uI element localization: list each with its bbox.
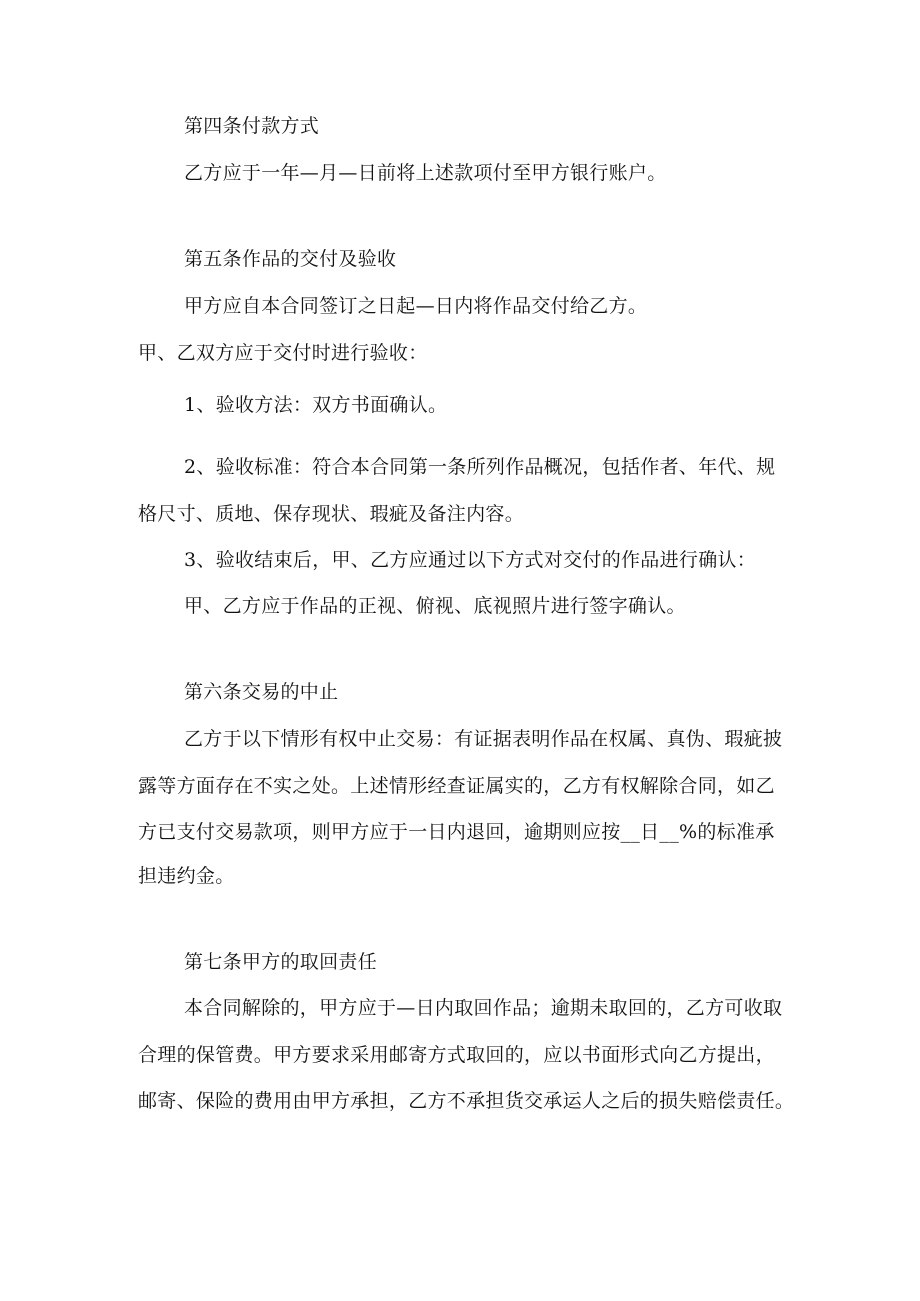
section-5-heading: 第五条作品的交付及验收 bbox=[184, 248, 397, 270]
section-6-line-2: 露等方面存在不实之处。上述情形经查证属实的，乙方有权解除合同，如乙 bbox=[138, 775, 775, 797]
section-6-line-4: 担违约金。 bbox=[138, 865, 235, 887]
section-7-line-1: 本合同解除的，甲方应于—日内取回作品；逾期未取回的，乙方可收取 bbox=[184, 997, 783, 1019]
section-5-line-7: 甲、乙方应于作品的正视、俯视、底视照片进行签字确认。 bbox=[184, 595, 686, 617]
section-4-heading: 第四条付款方式 bbox=[184, 115, 320, 137]
section-7-heading: 第七条甲方的取回责任 bbox=[184, 951, 378, 973]
section-5-line-6: 3、验收结束后，甲、乙方应通过以下方式对交付的作品进行确认： bbox=[184, 549, 757, 571]
section-5-line-3: 1、验收方法：双方书面确认。 bbox=[184, 394, 448, 416]
section-5-line-1: 甲方应自本合同签订之日起—日内将作品交付给乙方。 bbox=[184, 295, 648, 317]
section-4-line-1: 乙方应于一年—月—日前将上述款项付至甲方银行账户。 bbox=[184, 162, 667, 184]
section-6-line-3: 方已支付交易款项，则甲方应于一日内退回，逾期则应按__日__%的标准承 bbox=[138, 821, 775, 843]
section-7-line-3: 邮寄、保险的费用由甲方承担，乙方不承担货交承运人之后的损失赔偿责任。 bbox=[138, 1090, 795, 1112]
section-6-line-1: 乙方于以下情形有权中止交易：有证据表明作品在权属、真伪、瑕疵披 bbox=[184, 728, 783, 750]
section-6-heading: 第六条交易的中止 bbox=[184, 681, 339, 703]
section-5-line-2: 甲、乙双方应于交付时进行验收： bbox=[138, 342, 428, 364]
section-5-line-4: 2、验收标准：符合本合同第一条所列作品概况，包括作者、年代、规 bbox=[184, 456, 776, 478]
section-7-line-2: 合理的保管费。甲方要求采用邮寄方式取回的，应以书面形式向乙方提出， bbox=[138, 1044, 775, 1066]
section-5-line-5: 格尺寸、质地、保存现状、瑕疵及备注内容。 bbox=[138, 503, 525, 525]
